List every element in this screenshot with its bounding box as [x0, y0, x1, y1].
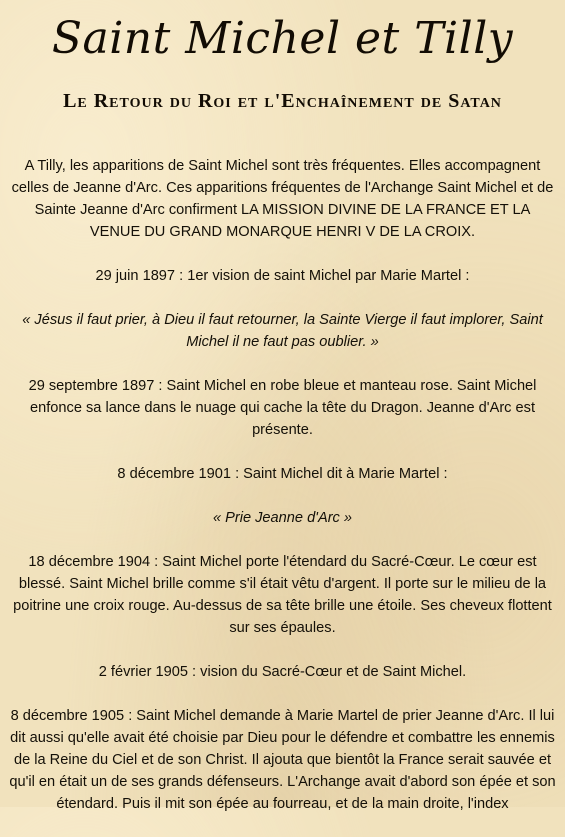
- intro-emphasis: Ces apparitions fréquentes de l'Archange Saint Michel et de Sainte Jeanne d'Arc confirment LA MISSION DIVINE DE LA FRANCE ET LA VENUE DU GRAND MONARQUE HENRI V DE LA CROIX.: [34, 180, 554, 240]
- quote-1901: « Prie Jeanne d'Arc »: [212, 510, 353, 526]
- page-title: Saint Michel et Tilly: [51, 13, 514, 64]
- paragraph-1904: 18 décembre 1904 : Saint Michel porte l'étendard du Sacré-Cœur. Le cœur est blessé. Saint Michel brille comme s'il était vêtu d'argent. Il porte sur le milieu de la poitrine une croix rouge. Au-dessus de sa tête brille une étoile. Ses cheveux flottent sur ses épaules.: [13, 554, 552, 636]
- paragraph-1905-december: 8 décembre 1905 : Saint Michel demande à Marie Martel de prier Jeanne d'Arc. Il lui dit aussi qu'elle avait été choisie par Dieu pour le défendre et combattre les ennemis de la Reine du Ciel et de son Christ. Il ajouta que bientôt la France serait sauvée et qu'il en était un de ses grands défenseurs. L'Archange avait d'abord son épée et son étendard. Puis il mit son épée au fourreau, et de la main droite, l'index: [9, 708, 556, 812]
- paragraph-1897-june: 29 juin 1897 : 1er vision de saint Michel par Marie Martel :: [95, 268, 470, 284]
- paragraph-1901: 8 décembre 1901 : Saint Michel dit à Marie Martel :: [117, 466, 448, 482]
- article-body: [8, 155, 557, 837]
- page-subtitle: Le Retour du Roi et l'Enchaînement de Satan: [63, 90, 502, 112]
- paragraph-1897-september: 29 septembre 1897 : Saint Michel en robe bleue et manteau rose. Saint Michel enfonce sa lance dans le nuage qui cache la tête du Dragon. Jeanne d'Arc est présente.: [28, 378, 537, 438]
- intro-paragraph: [8, 155, 557, 243]
- quote-1897: « Jésus il faut prier, à Dieu il faut retourner, la Sainte Vierge il faut implorer, Saint Michel il ne faut pas oublier. »: [22, 312, 543, 350]
- paragraph-1905-february: 2 février 1905 : vision du Sacré-Cœur et de Saint Michel.: [98, 664, 467, 680]
- intro-text: A Tilly, les apparitions de Saint Michel sont très fréquentes. Elles accompagnent celles de Jeanne d'Arc.: [11, 158, 541, 196]
